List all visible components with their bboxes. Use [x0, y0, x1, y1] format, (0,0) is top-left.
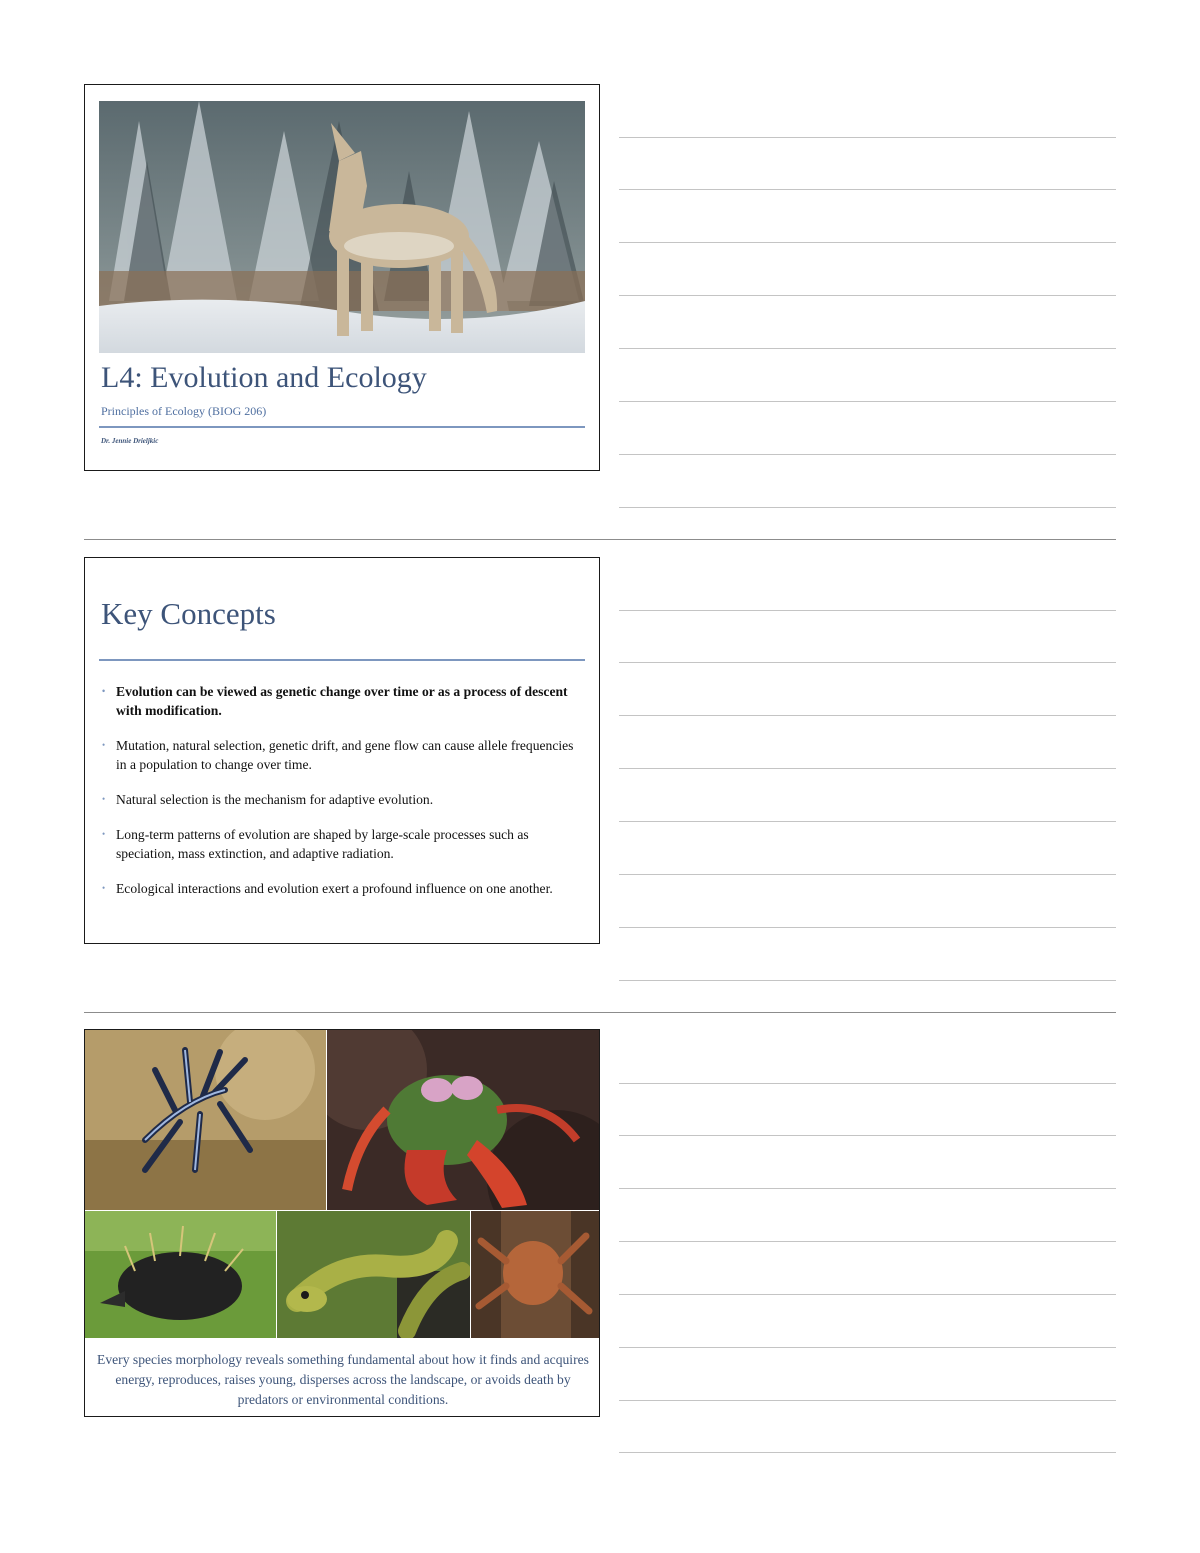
note-line	[619, 348, 1116, 349]
note-line	[619, 295, 1116, 296]
bullet-marker: •	[102, 740, 106, 750]
note-line	[619, 401, 1116, 402]
bush-viper-photo	[277, 1211, 470, 1338]
slide-title-text: L4: Evolution and Ecology	[101, 361, 427, 394]
note-line	[619, 454, 1116, 455]
note-line	[619, 610, 1116, 611]
bullet-item: • Evolution can be viewed as genetic change over time or as a process of descent with modification.	[102, 684, 568, 718]
streaked-tenrec-photo	[85, 1211, 276, 1338]
course-subtitle: Principles of Ecology (BIOG 206)	[101, 404, 267, 418]
note-line	[619, 874, 1116, 875]
slide-title-text: Key Concepts	[101, 596, 276, 631]
title-underline	[99, 426, 585, 428]
bullet-marker: •	[102, 794, 106, 804]
note-line	[619, 662, 1116, 663]
author-name: Dr. Jennie Drieljkic	[101, 437, 159, 445]
bullet-item: • Long-term patterns of evolution are shaped by large-scale processes such as speciation, mass extinction, and adaptive radiation.	[102, 827, 529, 861]
note-line	[619, 1294, 1116, 1295]
bullet-item: • Natural selection is the mechanism for adaptive evolution.	[102, 792, 434, 807]
blue-sea-slug-photo	[85, 1030, 326, 1210]
slide-title	[84, 84, 600, 471]
note-line	[619, 1347, 1116, 1348]
note-line	[619, 242, 1116, 243]
bullet-marker: •	[102, 883, 106, 893]
bullet-item: • Ecological interactions and evolution exert a profound influence on one another.	[102, 881, 553, 896]
wolf-photo	[99, 101, 585, 353]
note-line	[619, 768, 1116, 769]
morphology-caption: Every species morphology reveals something fundamental about how it finds and acquires energy, reproduces, raises young, disperses across the landscape, or avoids death by predators or environmental conditions.	[97, 1352, 589, 1407]
title-underline	[99, 659, 585, 661]
coconut-crab-photo	[471, 1211, 600, 1338]
section-divider	[84, 539, 1116, 540]
note-line	[619, 1452, 1116, 1453]
note-line	[619, 715, 1116, 716]
note-line	[619, 1241, 1116, 1242]
bullet-marker: •	[102, 686, 106, 696]
note-line	[619, 137, 1116, 138]
note-line	[619, 1083, 1116, 1084]
note-line	[619, 1135, 1116, 1136]
bullet-marker: •	[102, 829, 106, 839]
bullet-list	[101, 682, 579, 914]
bullet-item: • Mutation, natural selection, genetic drift, and gene flow can cause allele frequencies in a population to change over time.	[102, 738, 574, 772]
note-line	[619, 1400, 1116, 1401]
slide-morphology	[84, 1029, 600, 1417]
note-line	[619, 1188, 1116, 1189]
section-divider	[84, 1012, 1116, 1013]
note-line	[619, 821, 1116, 822]
note-line	[619, 189, 1116, 190]
mantis-shrimp-photo	[327, 1030, 600, 1210]
slide-key-concepts	[84, 557, 600, 944]
note-line	[619, 507, 1116, 508]
note-line	[619, 927, 1116, 928]
note-line	[619, 980, 1116, 981]
